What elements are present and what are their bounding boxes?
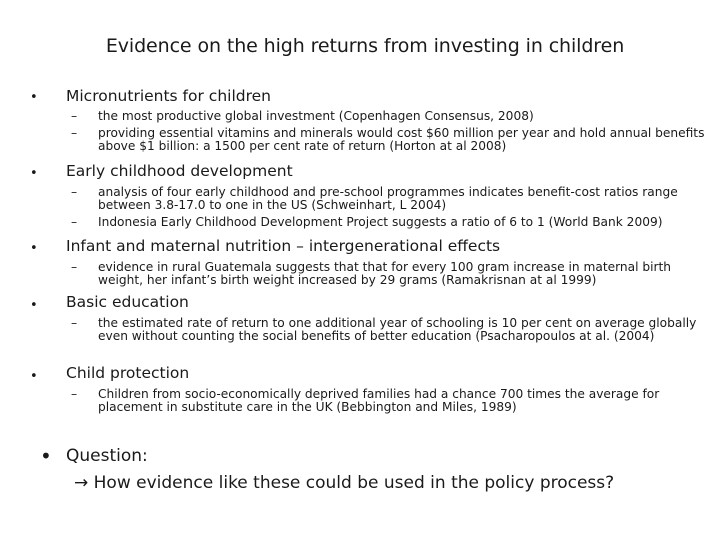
- bullet-marker: •: [30, 166, 38, 181]
- list-item: [71, 186, 711, 212]
- slide-title: Evidence on the high returns from investing in children: [105, 35, 625, 57]
- item-text: analysis of four early childhood and pre-school programmes indicates benefit-cost ratios range between 3.8-17.0 to one in the US (Schweinhart, L 2004): [98, 185, 678, 212]
- item-text: the most productive global investment (Copenhagen Consensus, 2008): [98, 109, 534, 123]
- bullet-marker: •: [40, 444, 52, 468]
- section-heading-early-childhood: Early childhood development: [66, 162, 293, 180]
- section-items-micronutrients: [71, 110, 711, 153]
- list-item: [71, 110, 711, 123]
- question-answer: → How evidence like these could be used in the policy process?: [74, 473, 615, 493]
- list-item: [71, 261, 711, 287]
- dash-marker: –: [71, 185, 78, 199]
- dash-marker: –: [71, 215, 78, 229]
- section-items-child-protection: [71, 388, 711, 414]
- section-items-nutrition: [71, 261, 711, 287]
- dash-marker: –: [71, 109, 78, 123]
- list-item: [71, 216, 711, 229]
- item-text: the estimated rate of return to one additional year of schooling is 10 per cent on average globally even without counting the social benefits of better education (Psacharopoulos at al. (2004): [98, 316, 697, 343]
- item-text: providing essential vitamins and minerals would cost $60 million per year and hold annual benefits above $1 billion: a 1500 per cent rate of return (Horton at al 2008): [98, 126, 705, 153]
- list-item: [71, 388, 711, 414]
- bullet-marker: •: [30, 298, 38, 313]
- bullet-marker: •: [30, 90, 38, 105]
- list-item: [71, 317, 711, 343]
- dash-marker: –: [71, 126, 78, 140]
- item-text: Indonesia Early Childhood Development Project suggests a ratio of 6 to 1 (World Bank 2009): [98, 215, 663, 229]
- section-heading-child-protection: Child protection: [66, 364, 190, 382]
- section-heading-basic-education: Basic education: [66, 293, 189, 311]
- item-text: evidence in rural Guatemala suggests that that for every 100 gram increase in maternal birth weight, her infant’s birth weight increased by 29 grams (Ramakrisnan at al 1999): [98, 260, 671, 287]
- item-text: Children from socio-economically deprived families had a chance 700 times the average for placement in substitute care in the UK (Bebbington and Miles, 1989): [98, 387, 660, 414]
- bullet-marker: •: [30, 369, 38, 384]
- dash-marker: –: [71, 260, 78, 274]
- section-items-early-childhood: [71, 186, 711, 229]
- section-heading-nutrition: Infant and maternal nutrition – intergenerational effects: [66, 237, 501, 255]
- bullet-marker: •: [30, 241, 38, 256]
- question-label: Question:: [66, 446, 148, 466]
- section-items-basic-education: [71, 317, 711, 343]
- dash-marker: –: [71, 316, 78, 330]
- dash-marker: –: [71, 387, 78, 401]
- list-item: [71, 127, 711, 153]
- section-heading-micronutrients: Micronutrients for children: [66, 87, 271, 105]
